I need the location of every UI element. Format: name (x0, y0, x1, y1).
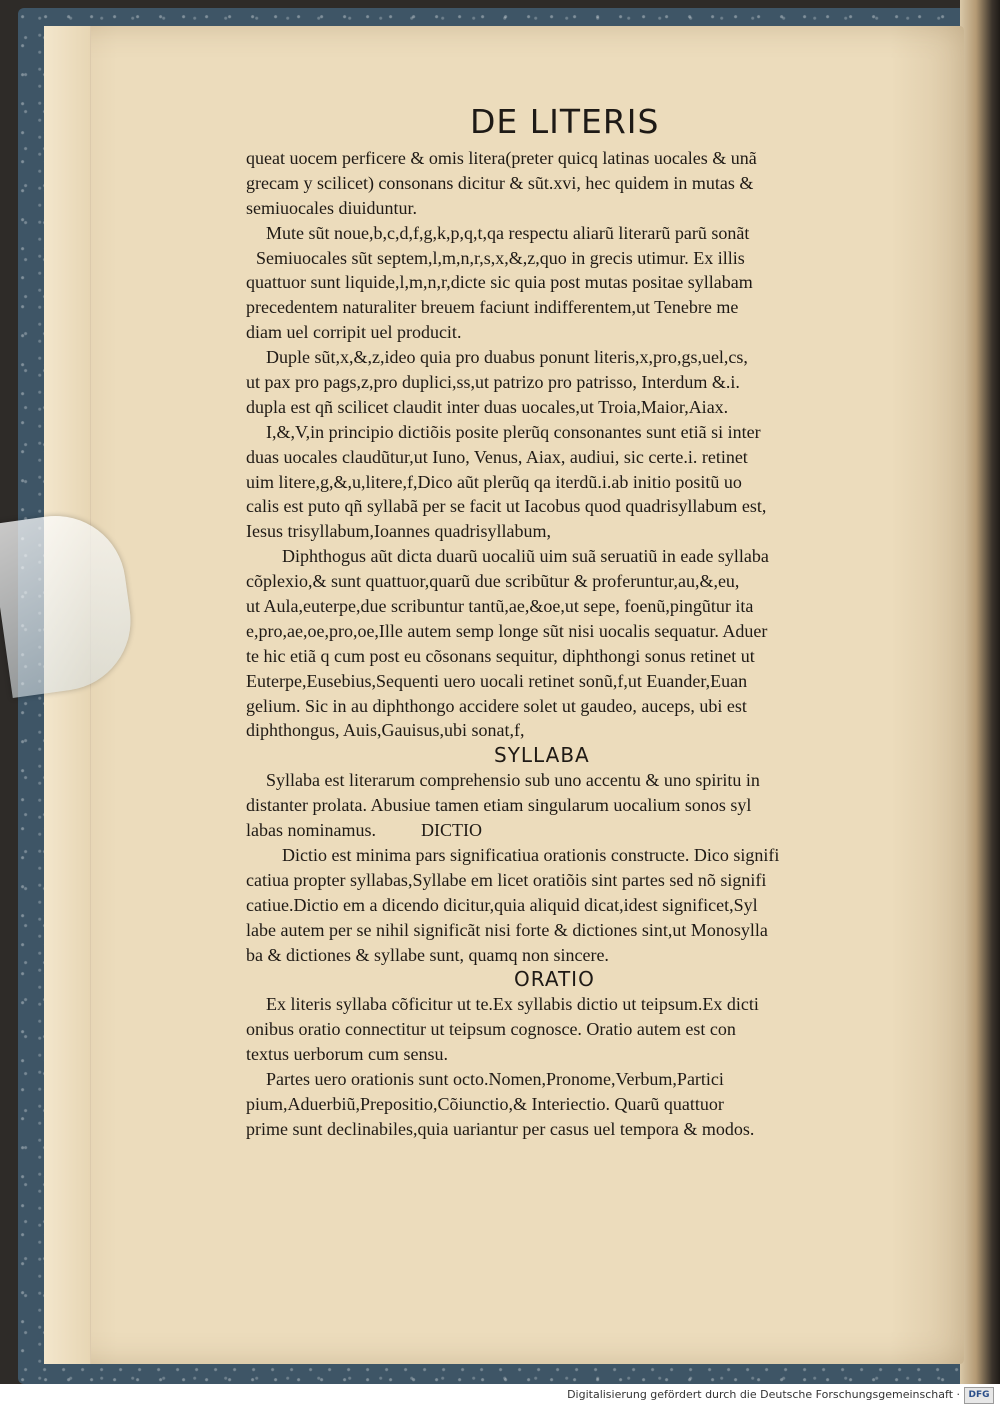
text-line: diam uel corripit uel producit. (246, 322, 462, 343)
text-line: duas uocales claudũtur,ut Iuno, Venus, Aiax, audiui, sic certe.i. retinet (246, 446, 748, 467)
book-spine (960, 0, 1000, 1384)
text-line: e,pro,ae,oe,pro,oe,Ille autem semp longe sũt nisi uocalis sequatur. Aduer (246, 620, 768, 641)
text-line: Diphthogus aũt dicta duarũ uocaliũ uim suã seruatiũ in eade syllaba (282, 546, 769, 567)
text-line: ut pax pro pags,z,pro duplici,ss,ut patrizo pro patrisso, Interdum &.i. (246, 372, 740, 393)
section-heading-syllaba: SYLLABA (494, 743, 590, 768)
running-head: DE LITERIS (470, 102, 660, 141)
text-line: pium,Aduerbiũ,Prepositio,Cõiunctio,& Interiectio. Quarũ quattuor (246, 1093, 724, 1114)
text-line: calis est puto qñ syllabã per se facit ut Iacobus quod quadrisyllabum est, (246, 496, 767, 517)
footer-credit: Digitalisierung gefördert durch die Deutsche Forschungsgemeinschaft · (567, 1388, 960, 1401)
text-line: Duple sũt,x,&,z,ideo quia pro duabus ponunt literis,x,pro,gs,uel,cs, (266, 347, 748, 368)
text-line: textus uerborum cum sensu. (246, 1044, 448, 1065)
text-line: ba & dictiones & syllabe sunt, quamq non sincere. (246, 944, 609, 965)
text-line: catiua propter syllabas,Syllabe em licet oratiõis sint partes sed nõ signifi (246, 869, 767, 890)
text-line: quattuor sunt liquide,l,m,n,r,dicte sic quia post mutas positae syllabam (246, 272, 753, 293)
text-line: grecam y scilicet) consonans dicitur & sũt.xvi, hec quidem in mutas & (246, 172, 754, 193)
text-line: labe autem per se nihil significãt nisi forte & dictiones sint,ut Monosylla (246, 919, 768, 940)
text-line: distanter prolata. Abusiue tamen etiam singularum uocalium sonos syl (246, 795, 752, 816)
text-line: ut Aula,euterpe,due scribuntur tantũ,ae,&oe,ut sepe, foenũ,pingũtur ita (246, 596, 754, 617)
text-line: onibus oratio connectitur ut teipsum cognosce. Oratio autem est con (246, 1019, 736, 1040)
text-line: I,&,V,in principio dictiõis posite plerũq consonantes sunt etiã si inter (266, 421, 761, 442)
page-gutter (44, 26, 91, 1364)
text-line: Syllaba est literarum comprehensio sub uno accentu & uno spiritu in (266, 770, 760, 791)
text-line-with-heading-dictio: labas nominamus. DICTIO (246, 820, 482, 841)
text-line: Iesus trisyllabum,Ioannes quadrisyllabum, (246, 521, 551, 542)
text-line: queat uocem perficere & omis litera(preter quicq latinas uocales & unã (246, 148, 757, 168)
text-line: prime sunt declinabiles,quia uariantur per casus uel tempora & modos. (246, 1118, 755, 1139)
text-line: semiuocales diuiduntur. (246, 197, 417, 218)
text-line: Semiuocales sũt septem,l,m,n,r,s,x,&,z,quo in grecis utimur. Ex illis (256, 247, 745, 268)
text-line: gelium. Sic in au diphthongo accidere solet ut gaudeo, auceps, ubi est (246, 695, 747, 716)
text-line: Partes uero orationis sunt octo.Nomen,Pronome,Verbum,Partici (266, 1068, 724, 1089)
text-line: te hic etiã q cum post eu cõsonans sequitur, diphthongi sonus retinet ut (246, 645, 755, 666)
text-line: catiue.Dictio em a dicendo dicitur,quia aliquid dicat,idest significet,Syl (246, 894, 758, 915)
text-line: uim litere,g,&,u,litere,f,Dico aũt plerũq qa iterdũ.i.ab initio positũ uo (246, 471, 742, 492)
text-line: dupla est qñ scilicet claudit inter duas uocales,ut Troia,Maior,Aiax. (246, 396, 729, 417)
text-line: Dictio est minima pars significatiua orationis constructe. Dico signifi (282, 844, 780, 865)
text-line: Euterpe,Eusebius,Sequenti uero uocali retinet sonũ,f,ut Euander,Euan (246, 670, 748, 691)
text-line: cõplexio,& sunt quattuor,quarũ due scribũtur & proferuntur,au,&,eu, (246, 571, 740, 592)
text-line: diphthongus, Auis,Gauisus,ubi sonat,f, (246, 720, 525, 741)
dfg-logo: DFG (964, 1387, 994, 1404)
text-block (246, 146, 892, 1142)
section-heading-oratio: ORATIO (514, 967, 595, 992)
text-line: Mute sũt noue,b,c,d,f,g,k,p,q,t,qa respectu aliarũ literarũ parũ sonãt (266, 222, 750, 243)
text-line: precedentem naturaliter breuem faciunt indifferentem,ut Tenebre me (246, 297, 739, 318)
footer-bar (0, 1384, 1000, 1406)
text-line: Ex literis syllaba cõficitur ut te.Ex syllabis dictio ut teipsum.Ex dicti (266, 994, 759, 1015)
